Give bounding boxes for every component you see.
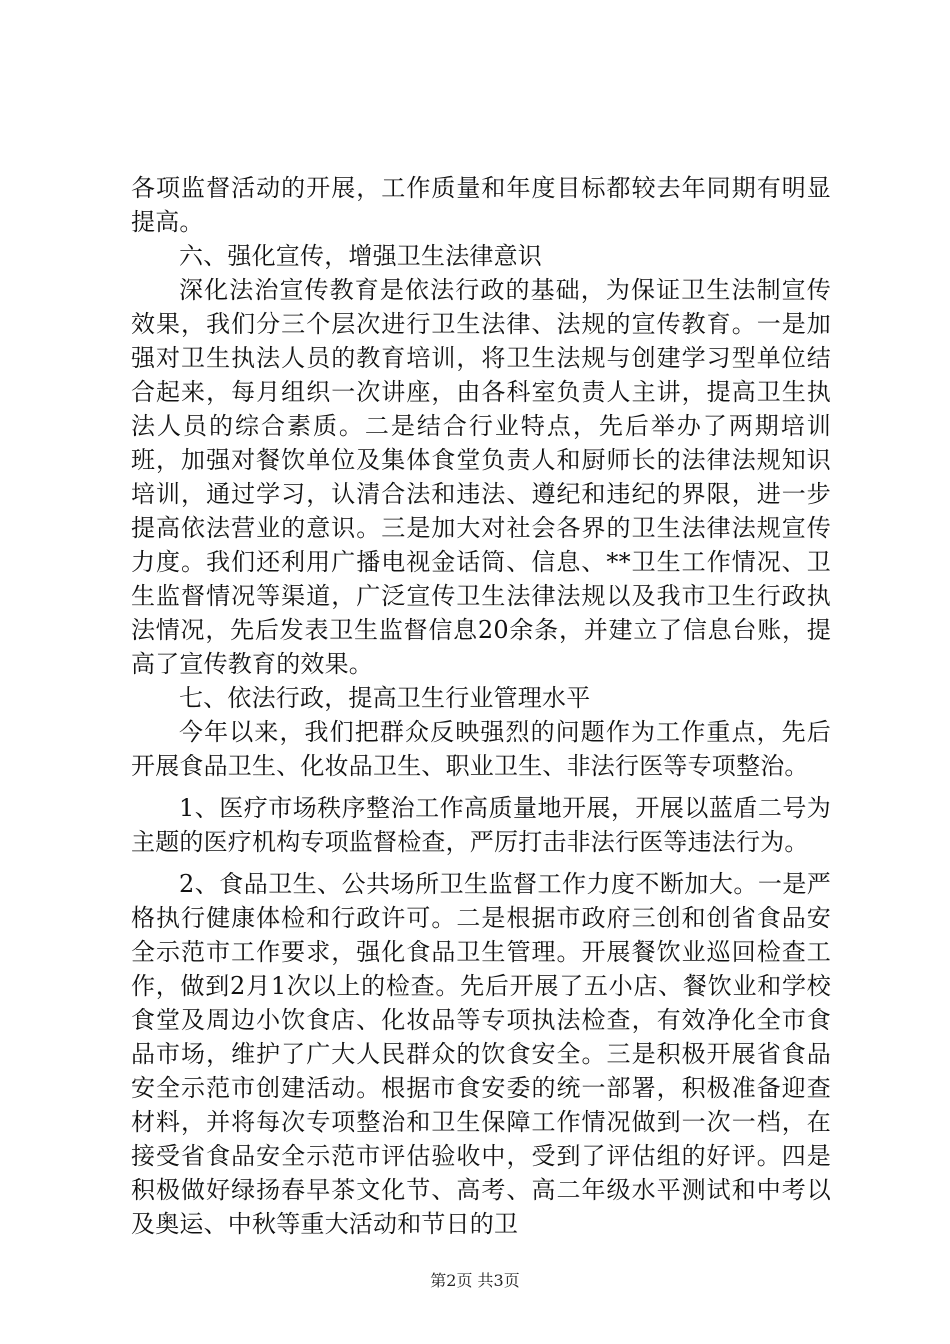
document-body — [131, 171, 831, 1241]
paragraph-item-2: 2、食品卫生、公共场所卫生监督工作力度不断加大。一是严格执行健康体检和行政许可。二是根据市政府三创和创省食品安全示范市工作要求，强化食品卫生管理。开展餐饮业巡回检查工作，做到2月1次以上的检查。先后开展了五小店、餐饮业和学校食堂及周边小饮食店、化妆品等专项执法检查，有效净化全市食品市场，维护了广大人民群众的饮食安全。三是积极开展省食品安全示范市创建活动。根据市食安委的统一部署，积极准备迎查材料，并将每次专项整治和卫生保障工作情况做到一次一档，在接受省食品安全示范市评估验收中，受到了评估组的好评。四是积极做好绿扬春早茶文化节、高考、高二年级水平测试和中考以及奥运、中秋等重大活动和节日的卫 — [131, 870, 831, 1238]
paragraph-continuation: 各项监督活动的开展，工作质量和年度目标都较去年同期有明显提高。 — [131, 174, 831, 236]
paragraph-publicity: 深化法治宣传教育是依法行政的基础，为保证卫生法制宣传效果，我们分三个层次进行卫生法律、法规的宣传教育。一是加强对卫生执法人员的教育培训，将卫生法规与创建学习型单位结合起来，每月组织一次讲座，由各科室负责人主讲，提高卫生执法人员的综合素质。二是结合行业特点，先后举办了两期培训班，加强对餐饮单位及集体食堂负责人和厨师长的法律法规知识培训，通过学习，认清合法和违法、遵纪和违纪的界限，进一步提高依法营业的意识。三是加大对社会各界的卫生法律法规宣传力度。我们还利用广播电视金话筒、信息、**卫生工作情况、卫生监督情况等渠道，广泛宣传卫生法律法规以及我市卫生行政执法情况，先后发表卫生监督信息20余条，并建立了信息台账，提高了宣传教育的效果。 — [131, 276, 831, 678]
paragraph-intro: 今年以来，我们把群众反映强烈的问题作为工作重点，先后开展食品卫生、化妆品卫生、职业卫生、非法行医等专项整治。 — [131, 718, 831, 780]
section-heading-6: 六、强化宣传，增强卫生法律意识 — [179, 242, 542, 270]
section-heading-7: 七、依法行政，提高卫生行业管理水平 — [179, 684, 591, 712]
paragraph-item-1: 1、医疗市场秩序整治工作高质量地开展，开展以蓝盾二号为主题的医疗机构专项监督检查，严厉打击非法行医等违法行为。 — [131, 794, 831, 856]
page-footer: 第2页 共3页 — [430, 1271, 520, 1290]
